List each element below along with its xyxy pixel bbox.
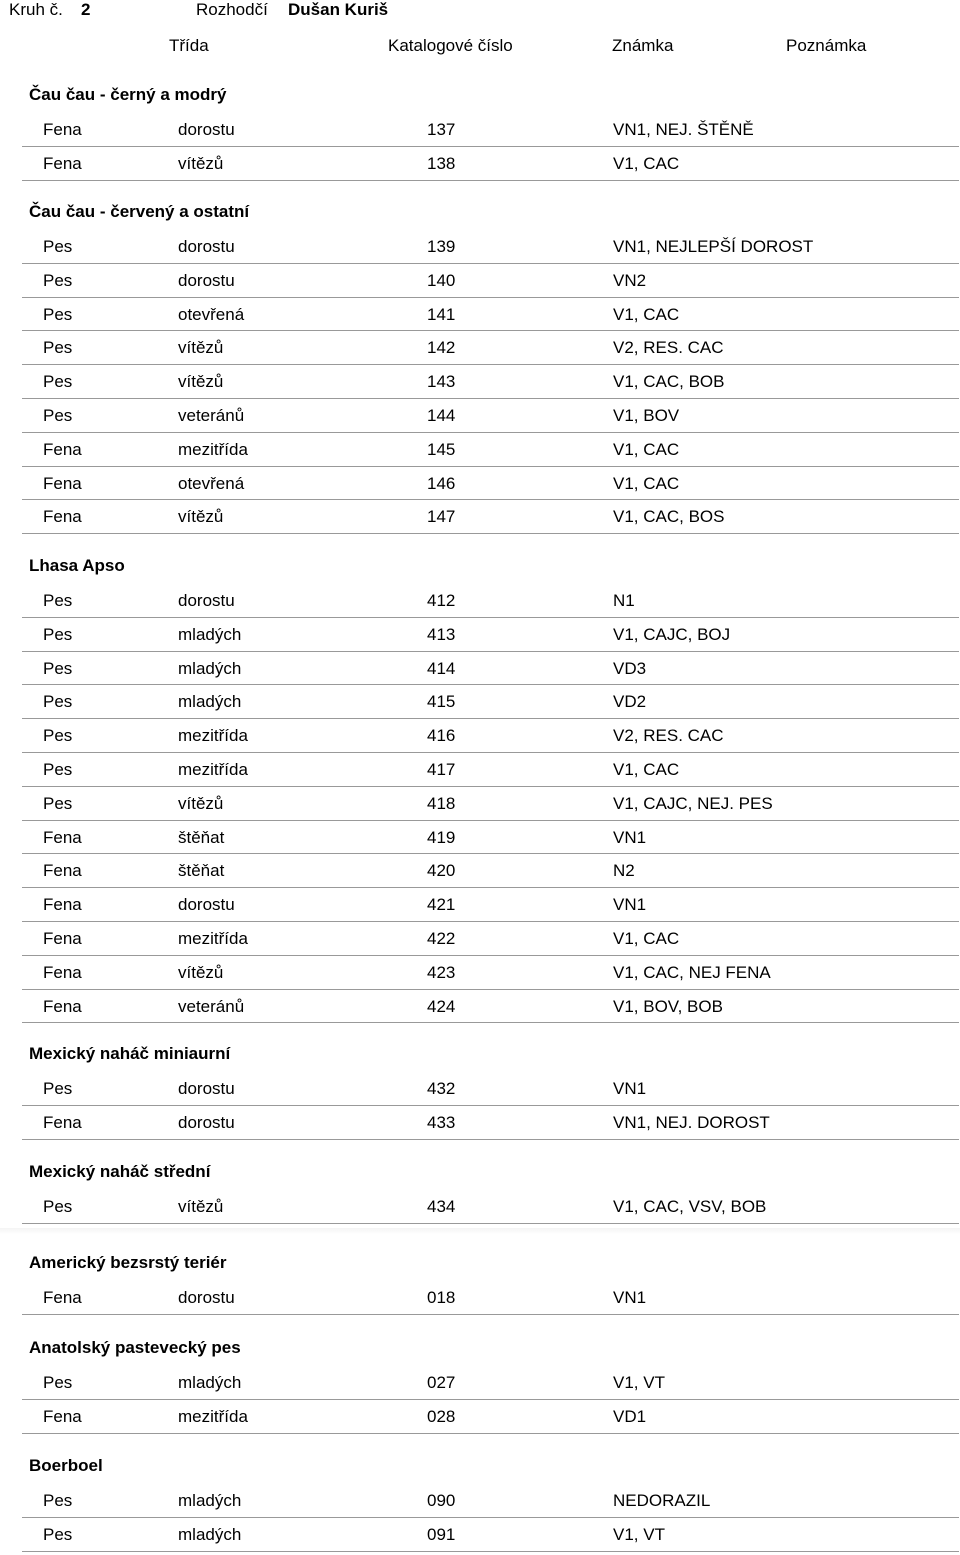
grade-cell: V1, CAC: [613, 929, 680, 948]
grade-cell: VD3: [613, 658, 647, 678]
grade-cell: NEDORAZIL: [613, 1491, 711, 1510]
catalog-number-cell: 139: [427, 237, 456, 256]
grade-cell: V1, BOV, BOB: [613, 996, 723, 1016]
class-cell: otevřená: [178, 304, 245, 324]
grade-cell: V1, CAJC, NEJ. PES: [613, 793, 773, 813]
grade-cell: V1, CAC: [613, 304, 680, 324]
catalog-number-cell: 432: [427, 1079, 456, 1098]
table-row: [22, 922, 959, 956]
sex-cell: Pes: [43, 1491, 73, 1510]
grade-cell: V1, CAC: [613, 760, 680, 779]
ring-number: 2: [81, 0, 91, 19]
class-cell: dorostu: [178, 591, 235, 610]
catalog-number-cell: 141: [427, 304, 456, 324]
catalog-number-cell: 140: [427, 270, 456, 290]
grade-cell: VN1, NEJ. ŠTĚNĚ: [613, 120, 754, 139]
class-cell: veteránů: [178, 406, 245, 425]
column-header-note: Poznámka: [786, 36, 867, 55]
grade-cell: VN1: [613, 895, 647, 915]
table-row: [22, 753, 959, 787]
sex-cell: Fena: [43, 1288, 82, 1307]
catalog-number-cell: 137: [427, 120, 456, 139]
catalog-number-cell: 145: [427, 439, 456, 459]
sex-cell: Pes: [43, 406, 73, 425]
class-cell: mladých: [178, 692, 242, 712]
class-cell: mezitřída: [178, 929, 248, 948]
sex-cell: Pes: [43, 760, 73, 779]
column-header-class: Třída: [169, 36, 209, 55]
table-row: [22, 230, 959, 264]
breed-title: Mexický naháč střední: [29, 1162, 211, 1181]
class-cell: vítězů: [178, 962, 224, 982]
grade-cell: V1, VT: [613, 1524, 665, 1544]
grade-cell: N1: [613, 591, 635, 610]
sex-cell: Pes: [43, 1524, 73, 1544]
table-row: [22, 821, 959, 855]
table-row: [22, 1106, 959, 1140]
class-cell: mezitřída: [178, 760, 248, 779]
class-cell: vítězů: [178, 372, 224, 392]
sex-cell: Fena: [43, 996, 82, 1016]
table-row: [22, 500, 959, 534]
sex-cell: Fena: [43, 895, 82, 915]
class-cell: dorostu: [178, 1288, 235, 1307]
sex-cell: Pes: [43, 1079, 73, 1098]
catalog-number-cell: 018: [427, 1288, 456, 1307]
class-cell: vítězů: [178, 153, 224, 173]
class-cell: vítězů: [178, 338, 224, 358]
class-cell: otevřená: [178, 473, 245, 493]
sex-cell: Fena: [43, 929, 82, 948]
class-cell: mladých: [178, 1524, 242, 1544]
grade-cell: V1, CAC: [613, 439, 680, 459]
grade-cell: V1, CAC: [613, 473, 680, 493]
table-row: [22, 1400, 959, 1434]
catalog-number-cell: 419: [427, 827, 456, 847]
catalog-number-cell: 417: [427, 760, 456, 779]
catalog-number-cell: 091: [427, 1524, 456, 1544]
grade-cell: V1, BOV: [613, 406, 680, 425]
table-row: [22, 854, 959, 888]
catalog-number-cell: 090: [427, 1491, 456, 1510]
column-header-catalog: Katalogové číslo: [388, 36, 513, 55]
breed-title: Boerboel: [29, 1456, 103, 1475]
sex-cell: Pes: [43, 372, 73, 392]
class-cell: veteránů: [178, 996, 245, 1016]
sex-cell: Fena: [43, 439, 82, 459]
table-row: [22, 1072, 959, 1106]
class-cell: vítězů: [178, 1197, 224, 1216]
table-row: [22, 467, 959, 501]
sex-cell: Pes: [43, 658, 73, 678]
judge-label: Rozhodčí: [196, 0, 268, 19]
class-cell: mladých: [178, 1373, 242, 1392]
table-row: [22, 113, 959, 147]
catalog-number-cell: 138: [427, 153, 456, 173]
sex-cell: Pes: [43, 692, 73, 712]
grade-cell: VD1: [613, 1406, 647, 1426]
table-row: [22, 399, 959, 433]
class-cell: mezitřída: [178, 1406, 248, 1426]
sex-cell: Fena: [43, 473, 82, 493]
grade-cell: V1, CAJC, BOJ: [613, 624, 731, 644]
catalog-number-cell: 144: [427, 406, 456, 425]
breed-title: Čau čau - černý a modrý: [29, 85, 227, 104]
class-cell: mladých: [178, 658, 242, 678]
class-cell: dorostu: [178, 270, 235, 290]
catalog-number-cell: 147: [427, 507, 456, 527]
breed-title: Americký bezsrstý teriér: [29, 1253, 227, 1272]
catalog-number-cell: 420: [427, 861, 456, 881]
table-row: [22, 331, 959, 365]
table-row: [22, 719, 959, 753]
grade-cell: V1, CAC, VSV, BOB: [613, 1197, 767, 1216]
catalog-number-cell: 146: [427, 473, 456, 493]
catalog-number-cell: 142: [427, 338, 456, 358]
breed-title: Mexický naháč miniaurní: [29, 1044, 231, 1063]
grade-cell: V1, CAC, BOS: [613, 507, 725, 527]
sex-cell: Pes: [43, 624, 73, 644]
sex-cell: Pes: [43, 726, 73, 746]
table-row: [22, 264, 959, 298]
sex-cell: Fena: [43, 1112, 82, 1132]
sex-cell: Fena: [43, 507, 82, 527]
sex-cell: Fena: [43, 962, 82, 982]
grade-cell: V2, RES. CAC: [613, 338, 724, 358]
table-row: [22, 956, 959, 990]
sex-cell: Pes: [43, 338, 73, 358]
catalog-number-cell: 143: [427, 372, 456, 392]
sex-cell: Fena: [43, 1406, 82, 1426]
catalog-number-cell: 421: [427, 895, 456, 915]
grade-cell: VN1: [613, 1288, 647, 1307]
catalog-number-cell: 413: [427, 624, 456, 644]
table-row: [22, 365, 959, 399]
class-cell: dorostu: [178, 1112, 235, 1132]
class-cell: mladých: [178, 1491, 242, 1510]
grade-cell: VN1: [613, 827, 647, 847]
table-row: [22, 1518, 959, 1552]
catalog-number-cell: 422: [427, 929, 456, 948]
sex-cell: Pes: [43, 1373, 73, 1392]
table-row: [22, 990, 959, 1024]
table-row: [22, 618, 959, 652]
class-cell: štěňat: [178, 861, 225, 881]
class-cell: mezitřída: [178, 439, 248, 459]
class-cell: dorostu: [178, 895, 235, 915]
table-row: [22, 433, 959, 467]
class-cell: vítězů: [178, 507, 224, 527]
sex-cell: Pes: [43, 591, 73, 610]
catalog-number-cell: 028: [427, 1406, 456, 1426]
sex-cell: Pes: [43, 270, 73, 290]
sex-cell: Pes: [43, 237, 73, 256]
catalog-number-cell: 027: [427, 1373, 456, 1392]
class-cell: dorostu: [178, 1079, 235, 1098]
table-row: [22, 1366, 959, 1400]
table-row: [22, 1190, 959, 1224]
grade-cell: VN2: [613, 270, 647, 290]
catalog-number-cell: 414: [427, 658, 456, 678]
catalog-number-cell: 415: [427, 692, 456, 712]
catalog-number-cell: 418: [427, 793, 456, 813]
catalog-number-cell: 423: [427, 962, 456, 982]
table-row: [22, 147, 959, 181]
catalog-number-cell: 412: [427, 591, 456, 610]
grade-cell: V1, CAC, BOB: [613, 372, 725, 392]
catalog-number-cell: 433: [427, 1112, 456, 1132]
class-cell: štěňat: [178, 827, 225, 847]
breed-title: Anatolský pastevecký pes: [29, 1338, 241, 1357]
table-row: [22, 888, 959, 922]
grade-cell: V2, RES. CAC: [613, 726, 724, 746]
grade-cell: VD2: [613, 692, 647, 712]
grade-cell: VN1, NEJLEPŠÍ DOROST: [613, 237, 814, 256]
table-row: [22, 1281, 959, 1315]
sex-cell: Pes: [43, 793, 73, 813]
sex-cell: Pes: [43, 1197, 73, 1216]
judge-name: Dušan Kuriš: [288, 0, 389, 19]
sex-cell: Fena: [43, 153, 82, 173]
grade-cell: V1, CAC, NEJ FENA: [613, 962, 771, 982]
breed-title: Čau čau - červený a ostatní: [29, 202, 250, 221]
sex-cell: Fena: [43, 827, 82, 847]
table-row: [22, 298, 959, 332]
grade-cell: VN1: [613, 1079, 647, 1098]
sex-cell: Fena: [43, 861, 82, 881]
grade-cell: V1, CAC: [613, 153, 680, 173]
class-cell: mezitřída: [178, 726, 248, 746]
table-row: [22, 685, 959, 719]
catalog-number-cell: 424: [427, 996, 456, 1016]
table-row: [22, 787, 959, 821]
grade-cell: N2: [613, 861, 635, 881]
breed-title: Lhasa Apso: [29, 556, 125, 575]
table-row: [22, 1484, 959, 1518]
catalog-number-cell: 434: [427, 1197, 456, 1216]
sex-cell: Fena: [43, 120, 82, 139]
ring-label: Kruh č.: [9, 0, 63, 19]
grade-cell: V1, VT: [613, 1373, 665, 1392]
class-cell: mladých: [178, 624, 242, 644]
table-row: [22, 652, 959, 686]
grade-cell: VN1, NEJ. DOROST: [613, 1112, 770, 1132]
column-header-grade: Známka: [612, 36, 674, 55]
sex-cell: Pes: [43, 304, 73, 324]
class-cell: vítězů: [178, 793, 224, 813]
table-row: [22, 584, 959, 618]
catalog-number-cell: 416: [427, 726, 456, 746]
class-cell: dorostu: [178, 237, 235, 256]
class-cell: dorostu: [178, 120, 235, 139]
